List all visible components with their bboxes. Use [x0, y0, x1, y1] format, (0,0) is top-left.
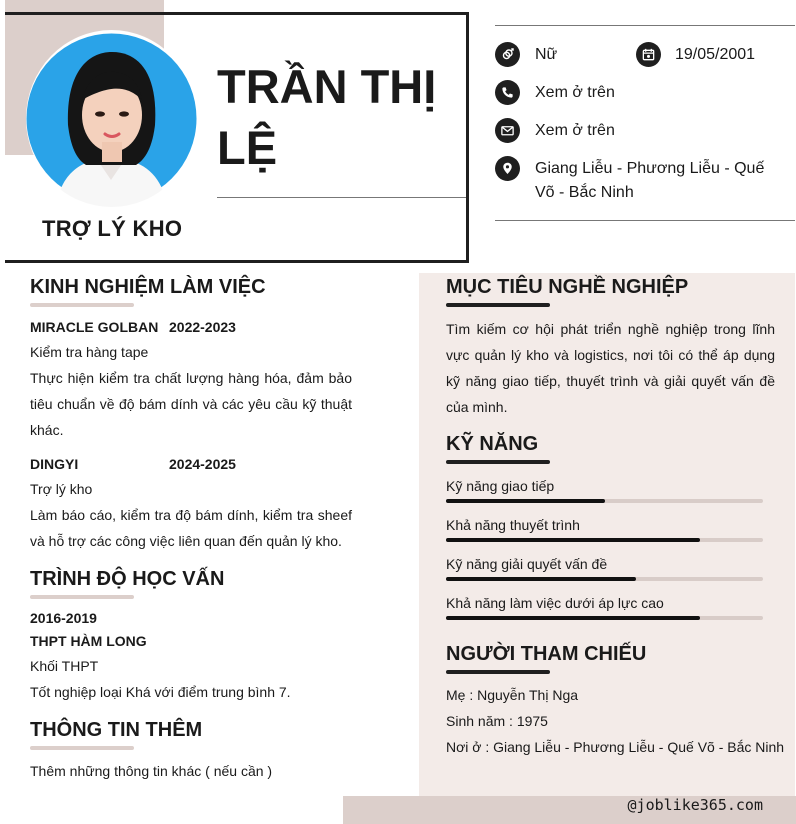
- skill-bar-track: [446, 499, 763, 503]
- objective-heading: MỤC TIÊU NGHỀ NGHIỆP: [446, 276, 689, 298]
- skill-label: Khả năng làm việc dưới áp lực cao: [446, 595, 664, 611]
- extra-info-underline: [30, 746, 134, 750]
- experience-position: Kiểm tra hàng tape: [30, 344, 149, 360]
- experience-position: Trợ lý kho: [30, 481, 93, 497]
- birthday-value: 19/05/2001: [675, 46, 756, 63]
- experience-description: Làm báo cáo, kiểm tra độ bám dính, kiểm tra sheef và hỗ trợ các công việc liên quan đến quản lý kho.: [30, 507, 352, 549]
- experience-description: Thực hiện kiểm tra chất lượng hàng hóa, đảm bảo tiêu chuẩn về độ bám dính và các yêu cầu kỹ thuật khác.: [30, 370, 352, 438]
- skill-bar-fill: [446, 616, 700, 620]
- portrait-image: [26, 30, 197, 207]
- skill-bar-track: [446, 538, 763, 542]
- avatar: [26, 30, 197, 207]
- education-heading: TRÌNH ĐỘ HỌC VẤN: [30, 568, 225, 590]
- skill-label: Kỹ năng giao tiếp: [446, 478, 555, 494]
- skill-bar-track: [446, 616, 763, 620]
- extra-info-text: Thêm những thông tin khác ( nếu cần ): [30, 763, 273, 779]
- skills-underline: [446, 460, 550, 464]
- education-underline: [30, 595, 134, 599]
- experience-company: MIRACLE GOLBAN: [30, 319, 159, 335]
- location-icon: [495, 156, 520, 181]
- email-icon: [495, 118, 520, 143]
- skill-bar-fill: [446, 499, 605, 503]
- skill-label: Khả năng thuyết trình: [446, 517, 580, 533]
- objective-text: Tìm kiếm cơ hội phát triển nghề nghiệp trong lĩnh vực quản lý kho và logistics, nơi tôi có thể áp dụng kỹ năng giao tiếp, thuyết trình và giải quyết vấn đề của mình.: [446, 321, 775, 415]
- experience-period: 2022-2023: [169, 319, 236, 335]
- reference-line: Mẹ : Nguyễn Thị Nga: [446, 687, 579, 703]
- watermark-text: @joblike365.com: [627, 796, 763, 814]
- skill-bar-fill: [446, 538, 700, 542]
- reference-line: Nơi ở : Giang Liễu - Phương Liễu - Quế Võ - Bắc Ninh: [446, 739, 785, 755]
- experience-period: 2024-2025: [169, 456, 236, 472]
- education-period: 2016-2019: [30, 610, 97, 626]
- calendar-icon: [636, 42, 661, 67]
- skill-label: Kỹ năng giải quyết vấn đề: [446, 556, 608, 572]
- skill-bar-fill: [446, 577, 636, 581]
- objective-underline: [446, 303, 550, 307]
- references-underline: [446, 670, 550, 674]
- phone-icon: [495, 80, 520, 105]
- reference-line: Sinh năm : 1975: [446, 713, 548, 729]
- contact-divider-bottom: [495, 220, 795, 221]
- skill-bar-track: [446, 577, 763, 581]
- gender-value: Nữ: [535, 46, 558, 63]
- education-major: Khối THPT: [30, 658, 99, 674]
- experience-heading: KINH NGHIỆM LÀM VIỆC: [30, 276, 266, 298]
- job-title: TRỢ LÝ KHO: [42, 216, 183, 241]
- email-value: Xem ở trên: [535, 122, 615, 139]
- references-heading: NGƯỜI THAM CHIẾU: [446, 643, 647, 665]
- contact-divider-top: [495, 25, 795, 26]
- gender-icon: [495, 42, 520, 67]
- experience-underline: [30, 303, 134, 307]
- address-value: Giang Liễu - Phương Liễu - Quế Võ - Bắc Ninh: [535, 160, 765, 201]
- extra-info-heading: THÔNG TIN THÊM: [30, 719, 203, 741]
- education-result: Tốt nghiệp loại Khá với điểm trung bình 7.: [30, 684, 291, 700]
- phone-value: Xem ở trên: [535, 84, 615, 101]
- candidate-name: TRẦN THỊ LỆ: [217, 60, 437, 174]
- experience-company: DINGYI: [30, 456, 79, 472]
- education-school: THPT HÀM LONG: [30, 633, 147, 649]
- skills-heading: KỸ NĂNG: [446, 433, 539, 455]
- name-divider: [217, 197, 466, 198]
